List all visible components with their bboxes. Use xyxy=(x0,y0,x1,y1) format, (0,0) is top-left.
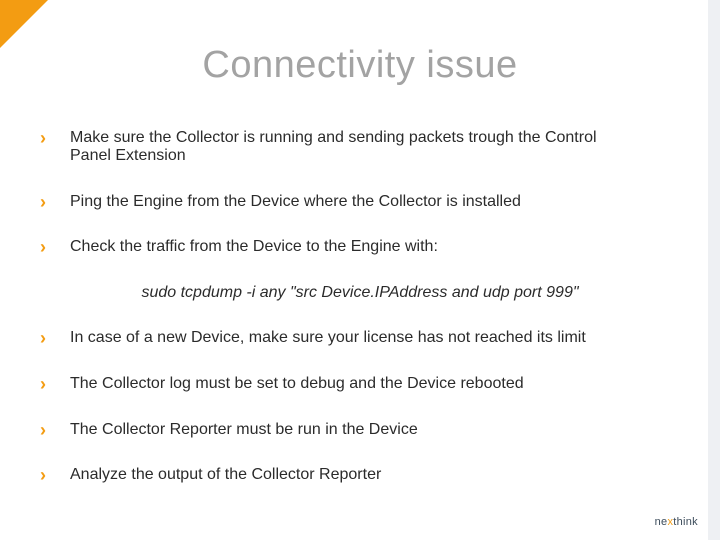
bullet-item xyxy=(40,375,640,393)
bullet-text: Make sure the Collector is running and sending packets trough the Control Panel Extension xyxy=(70,129,597,164)
bullet-item xyxy=(40,238,640,256)
chevron-right-icon: › xyxy=(40,128,46,148)
chevron-right-icon: › xyxy=(40,328,46,348)
chevron-right-icon: › xyxy=(40,420,46,440)
nexthink-logo xyxy=(655,516,698,528)
corner-accent xyxy=(0,0,48,48)
bullet-item xyxy=(40,421,640,439)
logo-part: think xyxy=(673,516,698,528)
bullet-item xyxy=(40,129,640,165)
bullet-text: In case of a new Device, make sure your license has not reached its limit xyxy=(70,329,586,346)
bullet-text: The Collector Reporter must be run in the Device xyxy=(70,421,418,438)
chevron-right-icon: › xyxy=(40,465,46,485)
bullet-item xyxy=(40,193,640,211)
slide-title: Connectivity issue xyxy=(202,44,518,86)
command-text: sudo tcpdump -i any "src Device.IPAddress and udp port 999" xyxy=(141,284,579,301)
chevron-right-icon: › xyxy=(40,237,46,257)
bullet-text: Ping the Engine from the Device where the Collector is installed xyxy=(70,193,521,210)
bullet-text: Check the traffic from the Device to the Engine with: xyxy=(70,238,438,255)
logo-part: ne xyxy=(654,516,668,528)
chevron-right-icon: › xyxy=(40,192,46,212)
bullet-text: The Collector log must be set to debug and the Device rebooted xyxy=(70,375,524,392)
logo-accent: x xyxy=(667,516,674,528)
bullet-item xyxy=(40,466,640,484)
bullet-item xyxy=(40,329,640,347)
chevron-right-icon: › xyxy=(40,374,46,394)
bullet-text: Analyze the output of the Collector Reporter xyxy=(70,466,382,483)
